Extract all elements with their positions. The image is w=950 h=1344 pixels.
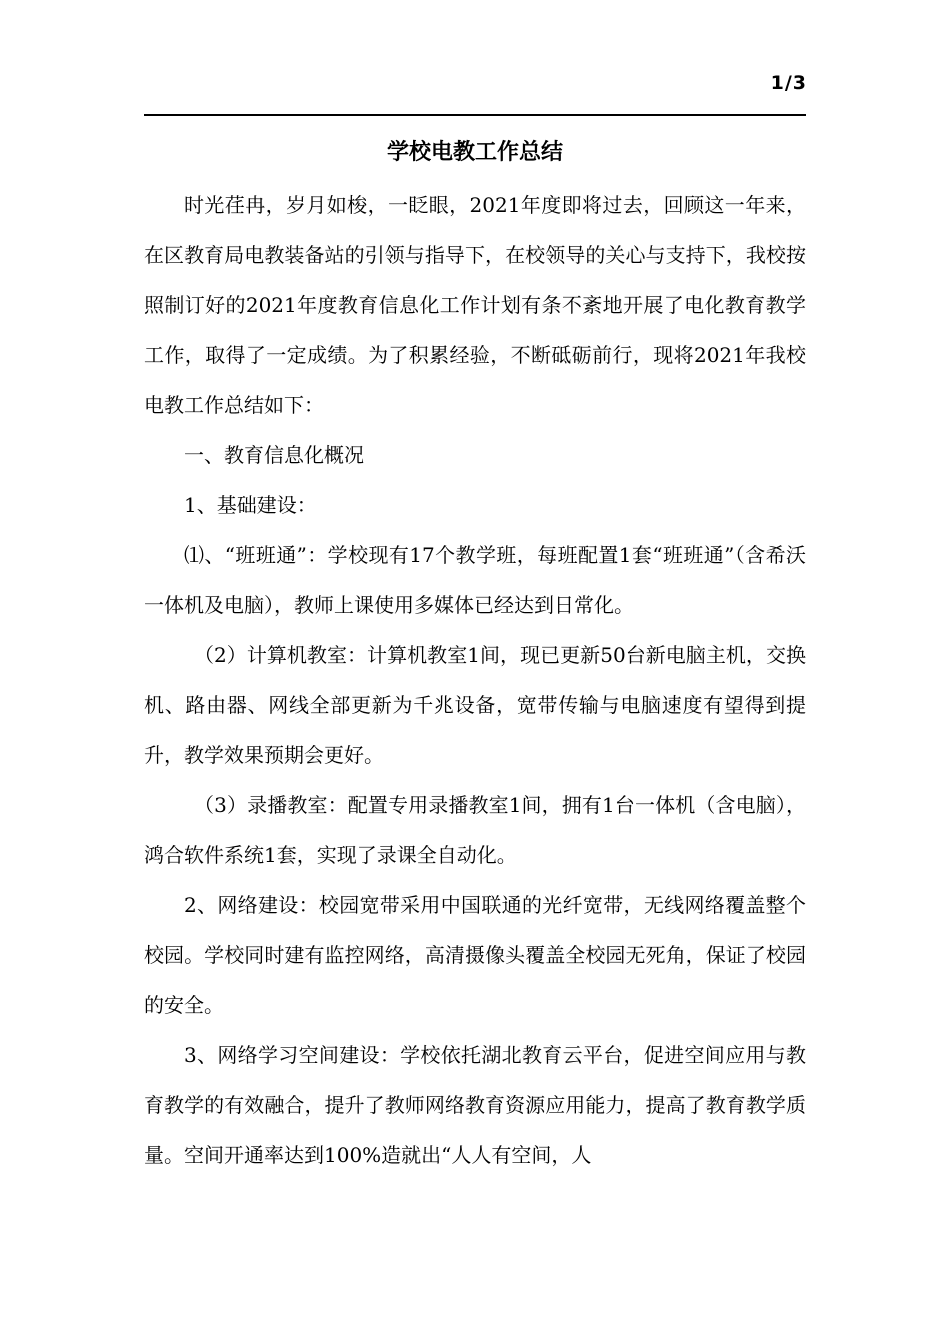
list-item-recording-room: （3）录播教室：配置专用录播教室1间，拥有1台一体机（含电脑），鸿合软件系统1套，实现了录课全自动化。 — [144, 793, 806, 867]
intro-paragraph: 时光荏冉，岁月如梭，一眨眼，2021年度即将过去，回顾这一年来，在区教育局电教装备站的引领与指导下，在校领导的关心与支持下，我校按照制订好的2021年度教育信息化工作计划有条不紊地开展了电化教育教学工作，取得了一定成绩。为了积累经验，不断砥砺前行，现将2021年我校电教工作总结如下： — [144, 193, 806, 417]
subsection-heading: 1、基础建设： — [184, 493, 317, 517]
list-item-banbantong: ⑴、“班班通”：学校现有17个教学班，每班配置1套“班班通”（含希沃一体机及电脑），教师上课使用多媒体已经达到日常化。 — [144, 543, 806, 617]
list-item-computer-room: （2）计算机教室：计算机教室1间，现已更新50台新电脑主机，交换机、路由器、网线全部更新为千兆设备，宽带传输与电脑速度有望得到提升，教学效果预期会更好。 — [144, 643, 806, 767]
header-rule — [144, 114, 806, 116]
network-paragraph: 2、网络建设：校园宽带采用中国联通的光纤宽带，无线网络覆盖整个校园。学校同时建有监控网络，高清摄像头覆盖全校园无死角，保证了校园的安全。 — [144, 893, 806, 1017]
document-body — [144, 180, 806, 1180]
section-heading: 一、教育信息化概况 — [184, 443, 364, 467]
document-title: 学校电教工作总结 — [386, 139, 563, 165]
learning-space-paragraph: 3、网络学习空间建设：学校依托湖北教育云平台，促进空间应用与教育教学的有效融合，提升了教师网络教育资源应用能力，提高了教育教学质量。空间开通率达到100%造就出“人人有空间，人 — [144, 1043, 806, 1167]
page-number: 1/3 — [770, 72, 807, 94]
